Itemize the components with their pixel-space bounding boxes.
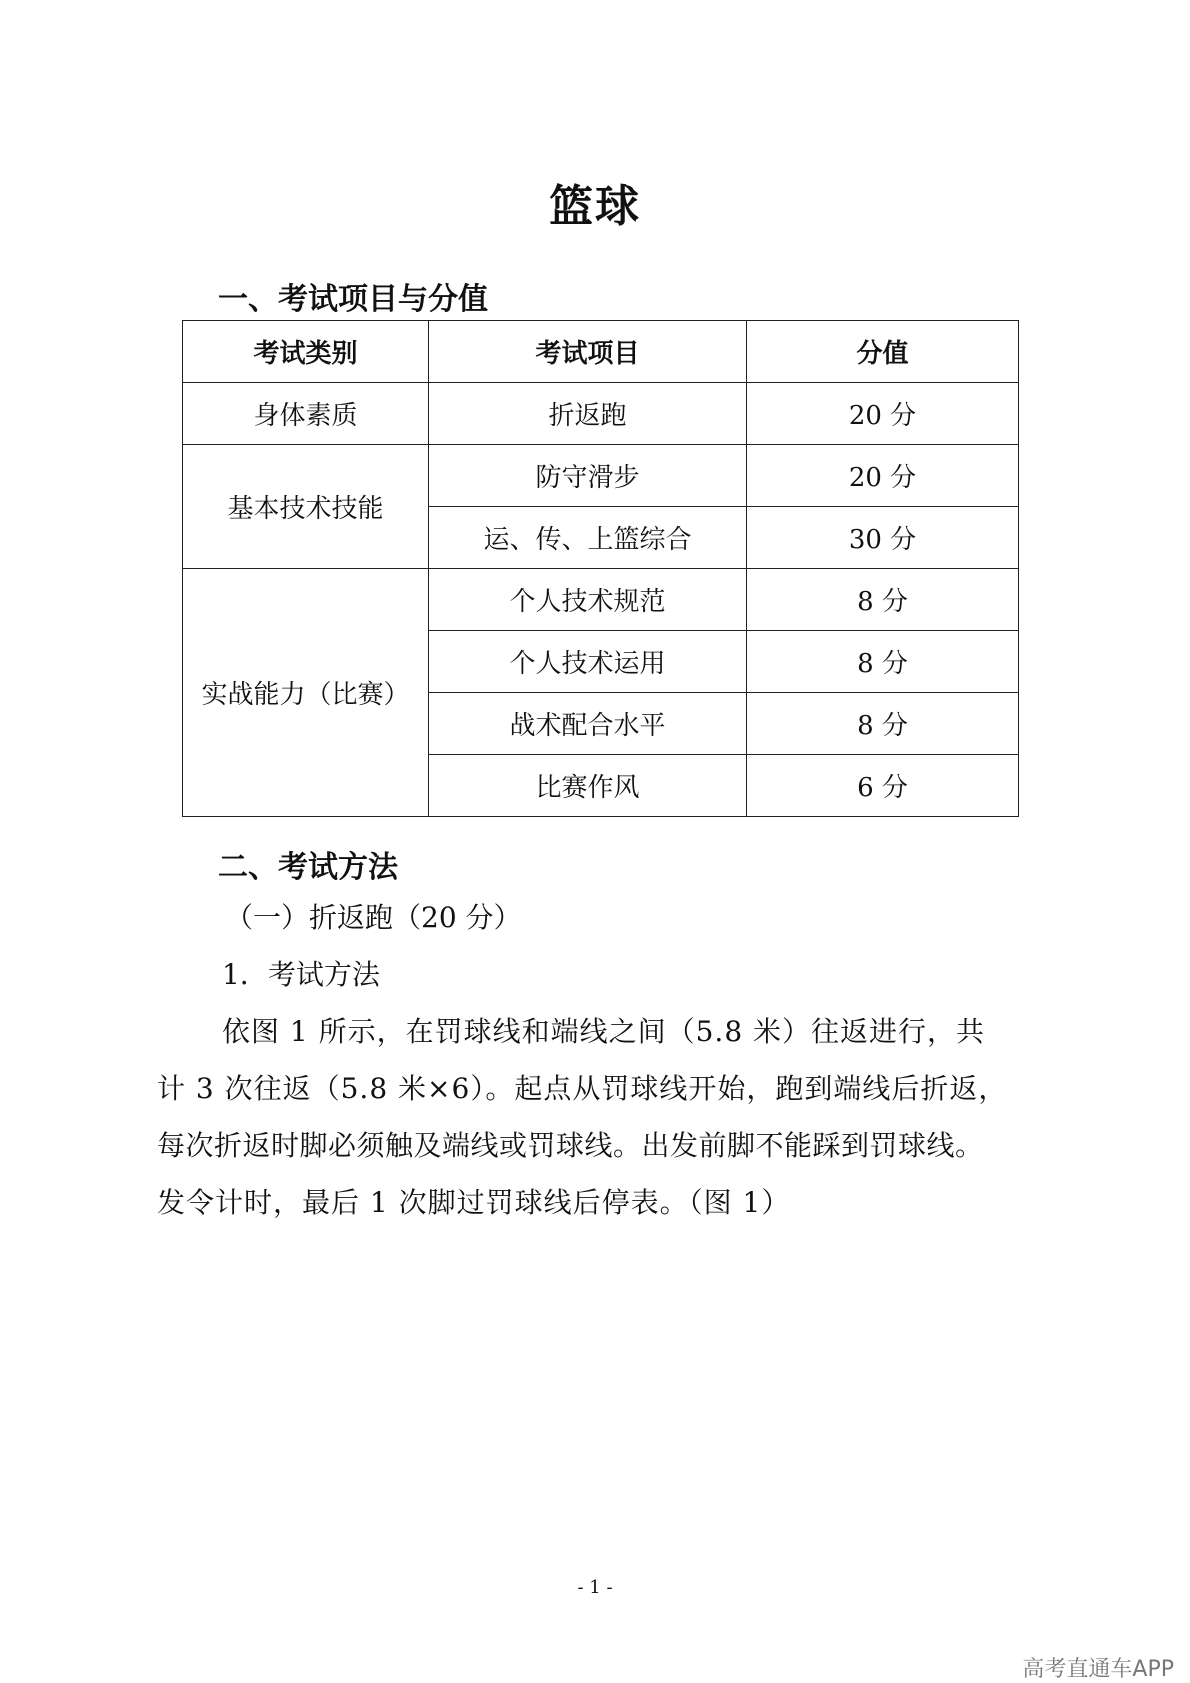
paragraph-line: 发令计时，最后 1 次脚过罚球线后停表。（图 1）	[157, 1186, 791, 1219]
score-cell: 30 分	[747, 507, 1019, 569]
page-title: 篮球	[549, 181, 641, 232]
table-row	[183, 383, 1019, 445]
score-cell: 8 分	[747, 631, 1019, 693]
item-cell: 运、传、上篮综合	[429, 507, 747, 569]
subsection-heading: （一）折返跑（20 分）	[225, 901, 522, 934]
paragraph-line: 依图 1 所示，在罚球线和端线之间（5.8 米）往返进行，共	[222, 1015, 986, 1048]
step-heading: 1．考试方法	[222, 958, 380, 991]
score-cell: 6 分	[747, 755, 1019, 817]
table-row	[183, 569, 1019, 631]
table-header-cell: 考试类别	[183, 321, 429, 383]
watermark: 高考直通车APP	[1022, 1657, 1174, 1682]
category-cell: 基本技术技能	[183, 445, 429, 569]
table-header-cell: 考试项目	[429, 321, 747, 383]
page-number: - 1 -	[577, 1577, 613, 1598]
item-cell: 战术配合水平	[429, 693, 747, 755]
score-cell: 8 分	[747, 569, 1019, 631]
table-header-row	[183, 321, 1019, 383]
paragraph-line: 每次折返时脚必须触及端线或罚球线。出发前脚不能踩到罚球线。	[157, 1129, 984, 1162]
score-cell: 20 分	[747, 445, 1019, 507]
table-header-cell: 分值	[747, 321, 1019, 383]
section-heading-exam-methods: 二、考试方法	[218, 850, 398, 885]
item-cell: 防守滑步	[429, 445, 747, 507]
item-cell: 个人技术规范	[429, 569, 747, 631]
paragraph-line: 计 3 次往返（5.8 米×6）。起点从罚球线开始，跑到端线后折返，	[157, 1072, 1008, 1105]
item-cell: 比赛作风	[429, 755, 747, 817]
score-table	[182, 320, 1019, 817]
section-heading-exam-items: 一、考试项目与分值	[218, 282, 488, 317]
category-cell: 身体素质	[183, 383, 429, 445]
category-cell: 实战能力（比赛）	[183, 569, 429, 817]
item-cell: 折返跑	[429, 383, 747, 445]
table-row	[183, 445, 1019, 507]
score-cell: 8 分	[747, 693, 1019, 755]
item-cell: 个人技术运用	[429, 631, 747, 693]
score-cell: 20 分	[747, 383, 1019, 445]
